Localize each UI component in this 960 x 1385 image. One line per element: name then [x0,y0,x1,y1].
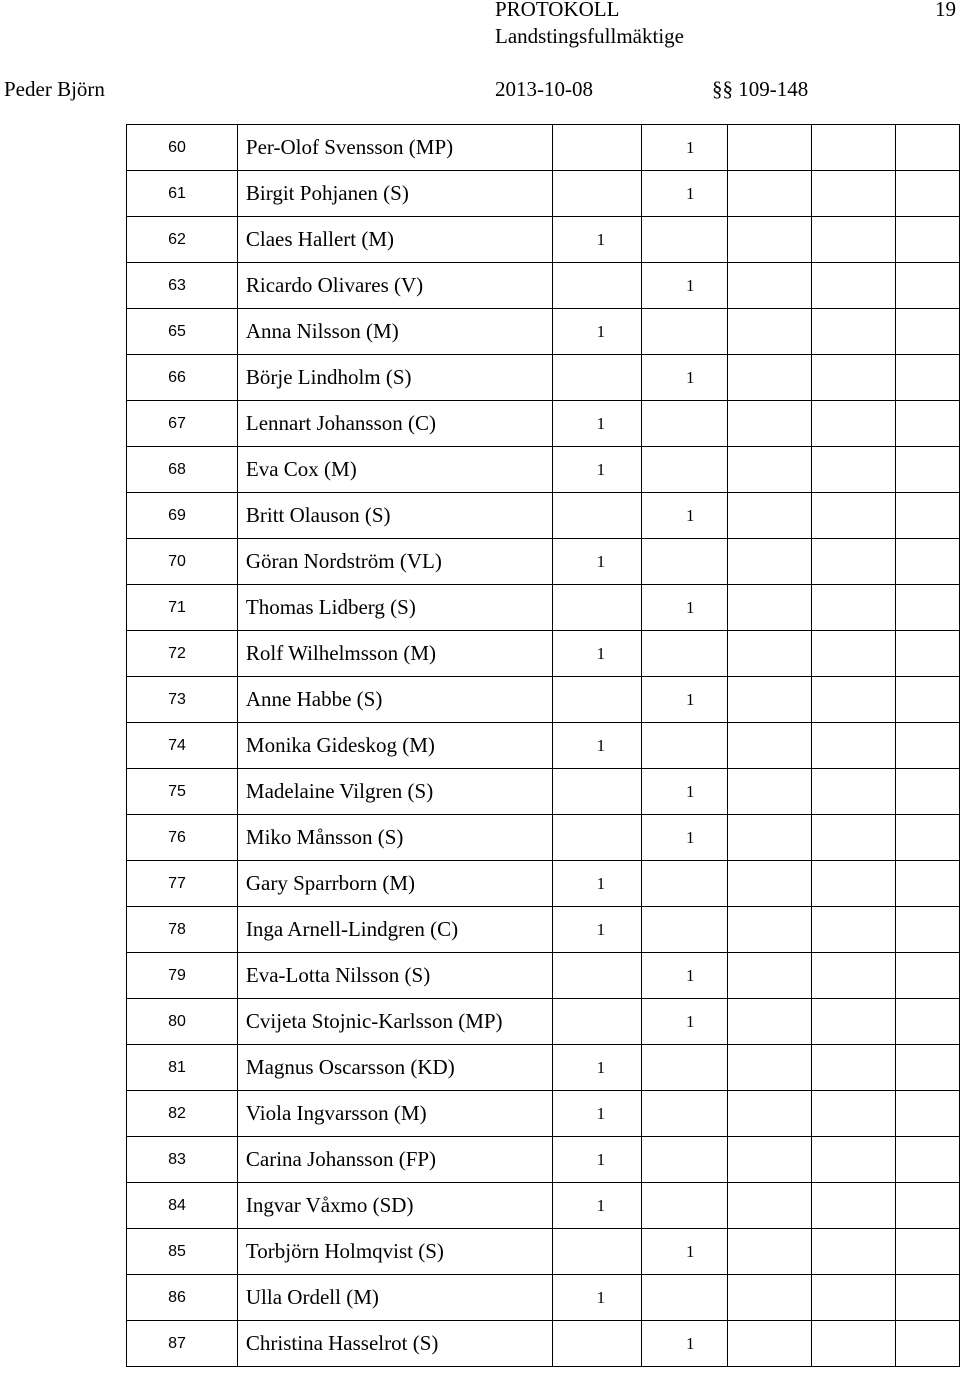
vote-extra [896,355,960,401]
vote-nej: 1 [641,263,727,309]
member-name: Torbjörn Holmqvist (S) [237,1229,552,1275]
member-name: Ricardo Olivares (V) [237,263,552,309]
member-number: 61 [127,171,238,217]
chair-name: Peder Björn [4,77,105,101]
vote-ja [552,171,641,217]
vote-extra [896,585,960,631]
paragraph-range: §§ 109-148 [712,77,809,101]
vote-avstar [728,677,812,723]
member-name: Eva-Lotta Nilsson (S) [237,953,552,999]
vote-avstar [728,1091,812,1137]
member-number: 84 [127,1183,238,1229]
member-number: 80 [127,999,238,1045]
vote-franvarande [811,677,895,723]
member-number: 76 [127,815,238,861]
member-number: 87 [127,1321,238,1367]
vote-franvarande [811,1229,895,1275]
vote-franvarande [811,585,895,631]
vote-extra [896,1183,960,1229]
table-row [127,999,960,1045]
member-number: 63 [127,263,238,309]
member-number: 68 [127,447,238,493]
table-row [127,861,960,907]
vote-nej: 1 [641,769,727,815]
member-number: 73 [127,677,238,723]
vote-avstar [728,815,812,861]
table-row [127,1183,960,1229]
table-row [127,631,960,677]
vote-avstar [728,309,812,355]
vote-extra [896,309,960,355]
vote-ja [552,677,641,723]
vote-nej [641,1045,727,1091]
vote-franvarande [811,493,895,539]
vote-franvarande [811,263,895,309]
vote-franvarande [811,907,895,953]
vote-franvarande [811,815,895,861]
member-number: 81 [127,1045,238,1091]
vote-franvarande [811,539,895,585]
table-row [127,263,960,309]
vote-avstar [728,355,812,401]
vote-avstar [728,1321,812,1367]
vote-extra [896,125,960,171]
vote-nej [641,1137,727,1183]
vote-extra [896,1137,960,1183]
vote-avstar [728,125,812,171]
member-number: 77 [127,861,238,907]
member-name: Ingvar Våxmo (SD) [237,1183,552,1229]
member-number: 79 [127,953,238,999]
vote-ja: 1 [552,217,641,263]
table-row [127,171,960,217]
member-number: 85 [127,1229,238,1275]
member-name: Göran Nordström (VL) [237,539,552,585]
vote-ja [552,263,641,309]
vote-table-body [127,125,960,1367]
member-name: Britt Olauson (S) [237,493,552,539]
table-row [127,585,960,631]
vote-ja: 1 [552,1091,641,1137]
table-row [127,769,960,815]
vote-ja [552,355,641,401]
member-name: Ulla Ordell (M) [237,1275,552,1321]
vote-avstar [728,1183,812,1229]
vote-avstar [728,539,812,585]
vote-ja: 1 [552,631,641,677]
member-name: Cvijeta Stojnic-Karlsson (MP) [237,999,552,1045]
vote-nej: 1 [641,585,727,631]
vote-nej: 1 [641,125,727,171]
member-name: Thomas Lidberg (S) [237,585,552,631]
vote-nej [641,309,727,355]
vote-ja: 1 [552,447,641,493]
vote-nej [641,539,727,585]
vote-extra [896,217,960,263]
vote-extra [896,1321,960,1367]
vote-extra [896,1091,960,1137]
vote-franvarande [811,1275,895,1321]
vote-franvarande [811,1091,895,1137]
member-number: 82 [127,1091,238,1137]
member-name: Viola Ingvarsson (M) [237,1091,552,1137]
vote-nej [641,217,727,263]
vote-extra [896,263,960,309]
table-row [127,447,960,493]
vote-avstar [728,1045,812,1091]
vote-avstar [728,217,812,263]
table-row [127,401,960,447]
vote-avstar [728,1137,812,1183]
vote-franvarande [811,355,895,401]
member-name: Madelaine Vilgren (S) [237,769,552,815]
vote-ja [552,769,641,815]
vote-franvarande [811,171,895,217]
table-row [127,125,960,171]
vote-franvarande [811,447,895,493]
member-number: 72 [127,631,238,677]
vote-extra [896,1275,960,1321]
vote-extra [896,769,960,815]
meeting-date: 2013-10-08 [495,77,593,101]
vote-ja [552,493,641,539]
vote-franvarande [811,1321,895,1367]
vote-ja: 1 [552,861,641,907]
vote-avstar [728,861,812,907]
vote-extra [896,1229,960,1275]
vote-extra [896,723,960,769]
member-number: 69 [127,493,238,539]
assembly-name: Landstingsfullmäktige [495,24,684,48]
vote-ja [552,953,641,999]
vote-avstar [728,263,812,309]
member-number: 66 [127,355,238,401]
vote-extra [896,677,960,723]
member-name: Christina Hasselrot (S) [237,1321,552,1367]
vote-nej [641,1183,727,1229]
member-name: Inga Arnell-Lindgren (C) [237,907,552,953]
member-number: 78 [127,907,238,953]
vote-ja [552,1229,641,1275]
vote-nej [641,447,727,493]
vote-nej: 1 [641,493,727,539]
table-row [127,539,960,585]
member-name: Anne Habbe (S) [237,677,552,723]
vote-table [126,124,960,1367]
vote-avstar [728,953,812,999]
vote-ja [552,585,641,631]
member-number: 65 [127,309,238,355]
vote-extra [896,999,960,1045]
vote-nej [641,907,727,953]
table-row [127,723,960,769]
vote-extra [896,1045,960,1091]
member-name: Carina Johansson (FP) [237,1137,552,1183]
vote-ja: 1 [552,907,641,953]
vote-franvarande [811,999,895,1045]
vote-nej: 1 [641,677,727,723]
table-row [127,217,960,263]
vote-avstar [728,447,812,493]
vote-nej [641,1275,727,1321]
member-number: 74 [127,723,238,769]
vote-franvarande [811,861,895,907]
member-number: 75 [127,769,238,815]
member-name: Rolf Wilhelmsson (M) [237,631,552,677]
vote-nej [641,631,727,677]
member-number: 86 [127,1275,238,1321]
table-row [127,1137,960,1183]
vote-avstar [728,631,812,677]
vote-franvarande [811,401,895,447]
vote-franvarande [811,1183,895,1229]
member-name: Lennart Johansson (C) [237,401,552,447]
vote-avstar [728,907,812,953]
table-row [127,677,960,723]
member-name: Miko Månsson (S) [237,815,552,861]
table-row [127,1275,960,1321]
vote-franvarande [811,1045,895,1091]
vote-franvarande [811,769,895,815]
member-number: 83 [127,1137,238,1183]
vote-extra [896,447,960,493]
vote-nej: 1 [641,1229,727,1275]
vote-franvarande [811,631,895,677]
member-name: Claes Hallert (M) [237,217,552,263]
vote-avstar [728,1275,812,1321]
vote-nej: 1 [641,1321,727,1367]
member-number: 60 [127,125,238,171]
vote-extra [896,171,960,217]
vote-avstar [728,1229,812,1275]
vote-nej: 1 [641,953,727,999]
vote-ja: 1 [552,723,641,769]
vote-nej [641,723,727,769]
vote-avstar [728,999,812,1045]
table-row [127,309,960,355]
member-name: Eva Cox (M) [237,447,552,493]
member-name: Magnus Oscarsson (KD) [237,1045,552,1091]
table-row [127,493,960,539]
vote-franvarande [811,217,895,263]
vote-franvarande [811,125,895,171]
table-row [127,1091,960,1137]
vote-ja [552,999,641,1045]
member-number: 67 [127,401,238,447]
vote-ja: 1 [552,1183,641,1229]
vote-extra [896,493,960,539]
vote-ja: 1 [552,1275,641,1321]
member-name: Anna Nilsson (M) [237,309,552,355]
vote-franvarande [811,1137,895,1183]
vote-avstar [728,401,812,447]
vote-ja: 1 [552,401,641,447]
vote-ja: 1 [552,309,641,355]
vote-avstar [728,493,812,539]
vote-ja [552,125,641,171]
table-row [127,815,960,861]
vote-extra [896,953,960,999]
member-number: 70 [127,539,238,585]
vote-nej: 1 [641,171,727,217]
table-row [127,907,960,953]
vote-franvarande [811,953,895,999]
vote-nej: 1 [641,999,727,1045]
member-name: Monika Gideskog (M) [237,723,552,769]
vote-ja: 1 [552,539,641,585]
page-number: 19 [935,0,956,21]
vote-extra [896,631,960,677]
member-number: 71 [127,585,238,631]
member-name: Börje Lindholm (S) [237,355,552,401]
table-row [127,953,960,999]
table-row [127,355,960,401]
vote-ja [552,1321,641,1367]
vote-ja [552,815,641,861]
vote-ja: 1 [552,1045,641,1091]
vote-franvarande [811,723,895,769]
member-number: 62 [127,217,238,263]
vote-extra [896,401,960,447]
protocol-title: PROTOKOLL [495,0,620,21]
vote-nej: 1 [641,815,727,861]
table-row [127,1229,960,1275]
vote-avstar [728,585,812,631]
table-row [127,1045,960,1091]
vote-nej: 1 [641,355,727,401]
vote-nej [641,1091,727,1137]
vote-ja: 1 [552,1137,641,1183]
vote-nej [641,401,727,447]
member-name: Gary Sparrborn (M) [237,861,552,907]
vote-avstar [728,769,812,815]
vote-nej [641,861,727,907]
member-name: Birgit Pohjanen (S) [237,171,552,217]
vote-extra [896,539,960,585]
vote-avstar [728,171,812,217]
table-row [127,1321,960,1367]
member-name: Per-Olof Svensson (MP) [237,125,552,171]
vote-avstar [728,723,812,769]
vote-extra [896,815,960,861]
vote-extra [896,861,960,907]
vote-franvarande [811,309,895,355]
vote-extra [896,907,960,953]
